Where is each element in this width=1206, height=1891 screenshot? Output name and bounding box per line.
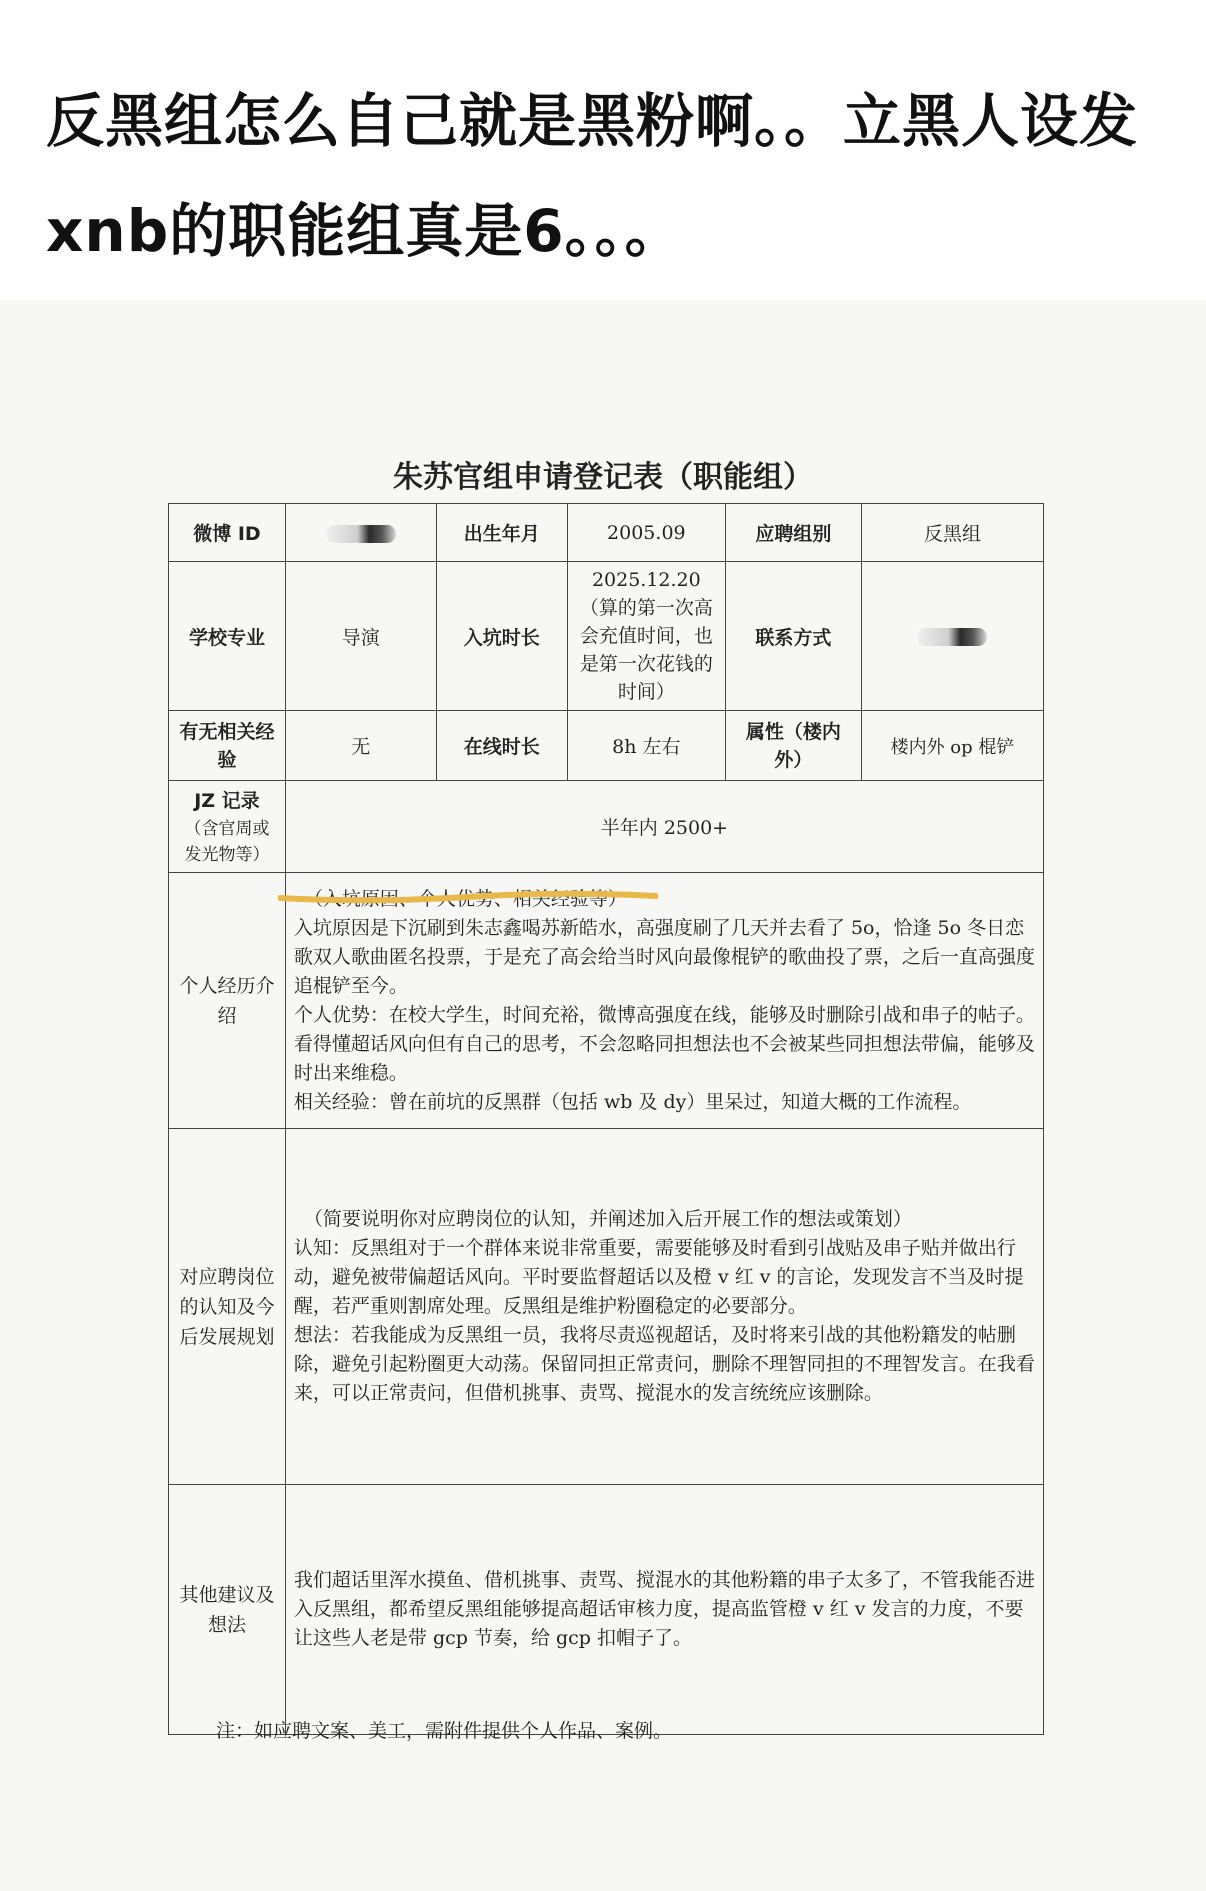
personal-line-1: 入坑原因是下沉刷到朱志鑫喝苏新皓水，高强度刷了几天并去看了 5o，恰逢 5o 冬日恋歌双人歌曲匿名投票，于是充了高会给当时风向最像棍铲的歌曲投了票，之后一直高强度追棍铲至今。	[293, 916, 1035, 997]
label-personal: 个人经历介绍	[169, 873, 286, 1129]
form-title: 朱苏官组申请登记表（职能组）	[393, 460, 813, 495]
label-other: 其他建议及想法	[169, 1485, 286, 1735]
value-school-major: 导演	[285, 562, 436, 711]
label-jz-record	[169, 781, 286, 873]
label-birth: 出生年月	[436, 504, 567, 562]
value-fan-duration: 2025.12.20（算的第一次高会充值时间，也是第一次花钱的时间）	[567, 562, 725, 711]
label-jz-record-title: JZ 记录	[194, 789, 260, 812]
value-attribute: 楼内外 op 棍铲	[861, 711, 1043, 781]
blurred-redaction	[326, 525, 396, 543]
application-form-table	[168, 503, 1044, 1735]
form-footnote: 注：如应聘文案、美工，需附件提供个人作品、案例。	[216, 1720, 673, 1742]
value-birth: 2005.09	[567, 504, 725, 562]
personal-line-3: 相关经验：曾在前坑的反黑群（包括 wb 及 dy）里呆过，知道大概的工作流程。	[293, 1090, 972, 1113]
value-weibo-id	[285, 504, 436, 562]
personal-hint: （入坑原因、个人优势、相关经验等）	[303, 887, 627, 910]
post-caption: 反黑组怎么自己就是黑粉啊。。立黑人设发xnb的职能组真是6。。。	[46, 87, 1139, 265]
personal-line-2: 个人优势：在校大学生，时间充裕，微博高强度在线，能够及时删除引战和串子的帖子。看得懂超话风向但有自己的思考，不会忽略同担想法也不会被某些同担想法带偏，能够及时出来维稳。	[293, 1003, 1035, 1084]
value-jz-record: 半年内 2500+	[285, 781, 1043, 873]
label-applied-group: 应聘组别	[725, 504, 861, 562]
label-online-hours: 在线时长	[436, 711, 567, 781]
value-applied-group: 反黑组	[861, 504, 1043, 562]
label-contact: 联系方式	[725, 562, 861, 711]
blurred-redaction	[917, 628, 987, 646]
label-experience: 有无相关经验	[169, 711, 286, 781]
personal-section	[285, 873, 1043, 1129]
position-line-1: 认知：反黑组对于一个群体来说非常重要，需要能够及时看到引战贴及串子贴并做出行动，避免被带偏超话风向。平时要监督超话以及橙 v 红 v 的言论，发现发言不当及时提醒，若严重则割席处理。反黑组是维护粉圈稳定的必要部分。	[293, 1237, 1024, 1317]
value-online-hours: 8h 左右	[567, 711, 725, 781]
label-attribute: 属性（楼内外）	[725, 711, 861, 781]
document-photo	[0, 300, 1206, 1891]
other-text: 我们超话里浑水摸鱼、借机挑事、责骂、搅混水的其他粉籍的串子太多了，不管我能否进入反黑组，都希望反黑组能够提高超话审核力度，提高监管橙 v 红 v 发言的力度，不要让这些人老是带 gcp 节奏，给 gcp 扣帽子了。	[285, 1485, 1043, 1735]
label-school-major: 学校专业	[169, 562, 286, 711]
position-hint: （简要说明你对应聘岗位的认知，并阐述加入后开展工作的想法或策划）	[303, 1208, 912, 1230]
label-fan-duration: 入坑时长	[436, 562, 567, 711]
position-line-2: 想法：若我能成为反黑组一员，我将尽责巡视超话，及时将来引战的其他粉籍发的帖删除，避免引起粉圈更大动荡。保留同担正常责问，删除不理智同担的不理智发言。在我看来，可以正常责问，但借机挑事、责骂、搅混水的发言统统应该删除。	[293, 1324, 1035, 1404]
value-experience: 无	[285, 711, 436, 781]
label-jz-record-note: （含官周或发光物等）	[184, 818, 270, 865]
label-position: 对应聘岗位的认知及今后发展规划	[169, 1129, 286, 1485]
label-weibo-id: 微博 ID	[169, 504, 286, 562]
position-section	[285, 1129, 1043, 1485]
value-contact	[861, 562, 1043, 711]
